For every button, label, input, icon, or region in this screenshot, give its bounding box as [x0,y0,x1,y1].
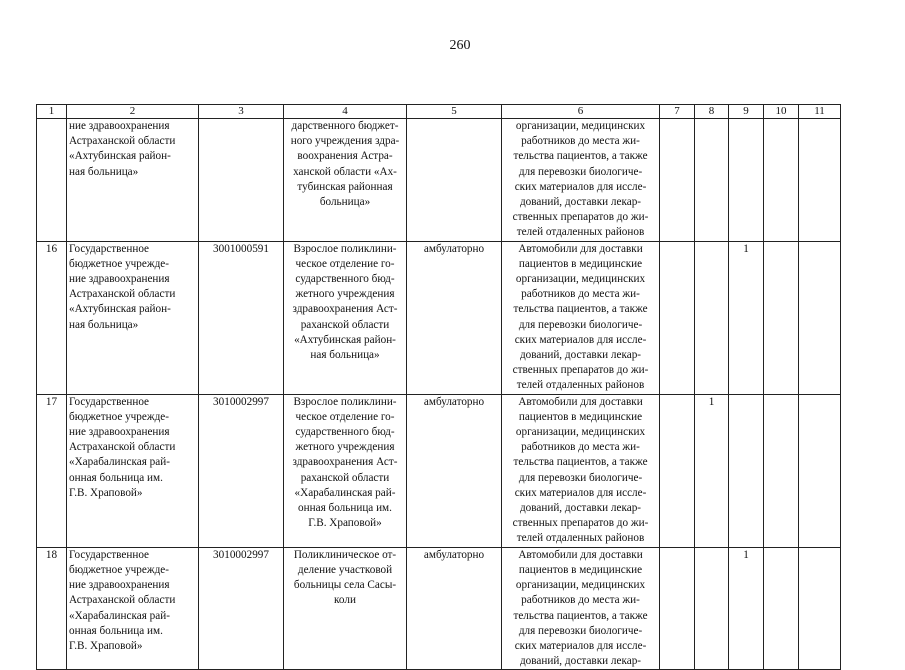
column-header: 11 [799,105,841,119]
unit-line: Взрослое поликлини- [293,395,397,408]
col8-cell [695,547,729,670]
purpose-line: пациентов в медицинские [518,410,643,423]
unit-line: Поликлиническое от- [293,548,397,561]
unit-line: сударственного бюд- [295,273,395,286]
column-header: 8 [695,105,729,119]
code-cell [199,119,284,242]
purpose-line: работников до места жи- [521,135,640,148]
organization-line: бюджетное учрежде- [69,563,169,576]
organization-line: онная больница им. [69,624,163,637]
purpose-line: для перевозки биологиче- [518,165,643,178]
row-number-cell: 16 [37,241,67,394]
purpose-line: ских материалов для иссле- [514,180,647,193]
row-number-cell [37,119,67,242]
unit-line: «Ахтубинская район- [294,333,396,346]
unit-line: больница» [319,196,371,209]
purpose-line: организации, медицинских [515,273,646,286]
purpose-line: ственных препаратов до жи- [512,211,649,224]
col8-cell [695,119,729,242]
col8-cell: 1 [695,394,729,547]
unit-line: больницы села Сасы- [293,579,397,592]
organization-line: бюджетное учрежде- [69,410,169,423]
col9-cell: 1 [729,241,764,394]
unit-line: коли [334,594,356,607]
unit-line: дарственного бюджет- [291,120,399,132]
unit-line: ческое отделение го- [295,410,395,423]
purpose-line: тельства пациентов, а также [513,609,648,622]
unit-line: жетного учреждения [295,288,395,301]
organization-cell [67,241,199,394]
purpose-line: Автомобили для доставки [518,242,643,255]
organization-cell [67,119,199,242]
purpose-line: организации, медицинских [515,426,646,439]
organization-line: Астраханской области [69,594,176,607]
unit-line: ханской области «Ах- [293,165,397,178]
col11-cell [799,241,841,394]
data-table [36,104,841,670]
row-number-cell: 18 [37,547,67,670]
organization-line: «Харабалинская рай- [69,456,170,469]
column-header: 4 [284,105,407,119]
unit-line: ного учреждения здра- [290,135,400,148]
purpose-line: пациентов в медицинские [518,563,643,576]
table-header-row [37,105,841,119]
col10-cell [764,394,799,547]
unit-cell [284,119,407,242]
col9-cell [729,119,764,242]
col10-cell [764,119,799,242]
unit-cell [284,241,407,394]
organization-line: Г.В. Храповой» [69,639,143,652]
organization-line: Астраханской области [69,288,176,301]
organization-line: Государственное [69,242,150,255]
col8-cell [695,241,729,394]
unit-line: «Харабалинская рай- [294,486,396,499]
unit-cell [284,394,407,547]
organization-line: ние здравоохранения [69,426,170,439]
column-header: 1 [37,105,67,119]
col9-cell [729,394,764,547]
care-type-cell: амбулаторно [407,394,502,547]
purpose-line: ских материалов для иссле- [514,486,647,499]
unit-line: тубинская районная [297,180,393,193]
unit-line: раханской области [300,318,390,331]
page-number: 260 [449,38,471,53]
purpose-line: телей отдаленных районов [516,532,645,545]
purpose-line: ских материалов для иссле- [514,333,647,346]
column-header: 5 [407,105,502,119]
code-cell: 3010002997 [199,547,284,670]
unit-line: деление участковой [297,563,393,576]
organization-line: Астраханской области [69,135,176,148]
unit-line: Г.В. Храповой» [308,517,382,530]
column-header: 10 [764,105,799,119]
organization-line: онная больница им. [69,471,163,484]
col7-cell [660,241,695,394]
organization-line: Г.В. Храповой» [69,486,143,499]
purpose-cell [502,547,660,670]
purpose-line: для перевозки биологиче- [518,318,643,331]
purpose-line: работников до места жи- [521,288,640,301]
purpose-line: дований, доставки лекар- [519,502,642,515]
organization-line: Государственное [69,548,150,561]
organization-line: «Ахтубинская район- [69,303,171,316]
unit-cell [284,547,407,670]
purpose-line: организации, медицинских [515,579,646,592]
purpose-line: ственных препаратов до жи- [512,364,649,377]
purpose-line: дований, доставки лекар- [519,196,642,209]
purpose-line: работников до места жи- [521,594,640,607]
col11-cell [799,547,841,670]
unit-line: Взрослое поликлини- [293,242,397,255]
row-number-cell: 17 [37,394,67,547]
code-cell: 3010002997 [199,394,284,547]
unit-line: здравоохранения Аст- [292,303,398,316]
col7-cell [660,119,695,242]
purpose-line: тельства пациентов, а также [513,303,648,316]
col7-cell [660,547,695,670]
organization-line: Государственное [69,395,150,408]
purpose-line: тельства пациентов, а также [513,456,648,469]
table-row [37,241,841,394]
purpose-cell [502,394,660,547]
unit-line: ная больница» [310,349,380,362]
purpose-line: пациентов в медицинские [518,257,643,270]
purpose-line: тельства пациентов, а также [513,150,648,163]
care-type-cell: амбулаторно [407,241,502,394]
organization-line: ние здравоохранения [69,273,170,286]
column-header: 6 [502,105,660,119]
organization-line: ние здравоохранения [69,120,170,132]
col11-cell [799,394,841,547]
col9-cell: 1 [729,547,764,670]
purpose-line: организации, медицинских [515,120,646,132]
purpose-line: для перевозки биологиче- [518,624,643,637]
care-type-cell: амбулаторно [407,547,502,670]
column-header: 3 [199,105,284,119]
organization-cell [67,547,199,670]
unit-line: ческое отделение го- [295,257,395,270]
unit-line: раханской области [300,471,390,484]
purpose-line: Автомобили для доставки [518,395,643,408]
purpose-line: для перевозки биологиче- [518,471,643,484]
col10-cell [764,241,799,394]
purpose-cell [502,241,660,394]
unit-line: сударственного бюд- [295,426,395,439]
organization-line: «Ахтубинская район- [69,150,171,163]
unit-line: жетного учреждения [295,441,395,454]
purpose-line: работников до места жи- [521,441,640,454]
unit-line: воохранения Астра- [297,150,393,163]
unit-line: онная больница им. [298,502,392,515]
purpose-line: дований, доставки лекар- [519,655,642,668]
organization-line: «Харабалинская рай- [69,609,170,622]
table-row [37,394,841,547]
organization-line: бюджетное учрежде- [69,257,169,270]
organization-line: ная больница» [69,318,139,331]
column-header: 9 [729,105,764,119]
col11-cell [799,119,841,242]
organization-cell [67,394,199,547]
purpose-line: Автомобили для доставки [518,548,643,561]
organization-line: ная больница» [69,165,139,178]
purpose-line: ственных препаратов до жи- [512,517,649,530]
care-type-cell [407,119,502,242]
purpose-cell [502,119,660,242]
table-row [37,119,841,242]
col10-cell [764,547,799,670]
table-row [37,547,841,670]
unit-line: здравоохранения Аст- [292,456,398,469]
column-header: 2 [67,105,199,119]
purpose-line: ских материалов для иссле- [514,639,647,652]
purpose-line: телей отдаленных районов [516,226,645,239]
column-header: 7 [660,105,695,119]
organization-line: Астраханской области [69,441,176,454]
organization-line: ние здравоохранения [69,579,170,592]
purpose-line: телей отдаленных районов [516,379,645,392]
col7-cell [660,394,695,547]
purpose-line: дований, доставки лекар- [519,349,642,362]
code-cell: 3001000591 [199,241,284,394]
